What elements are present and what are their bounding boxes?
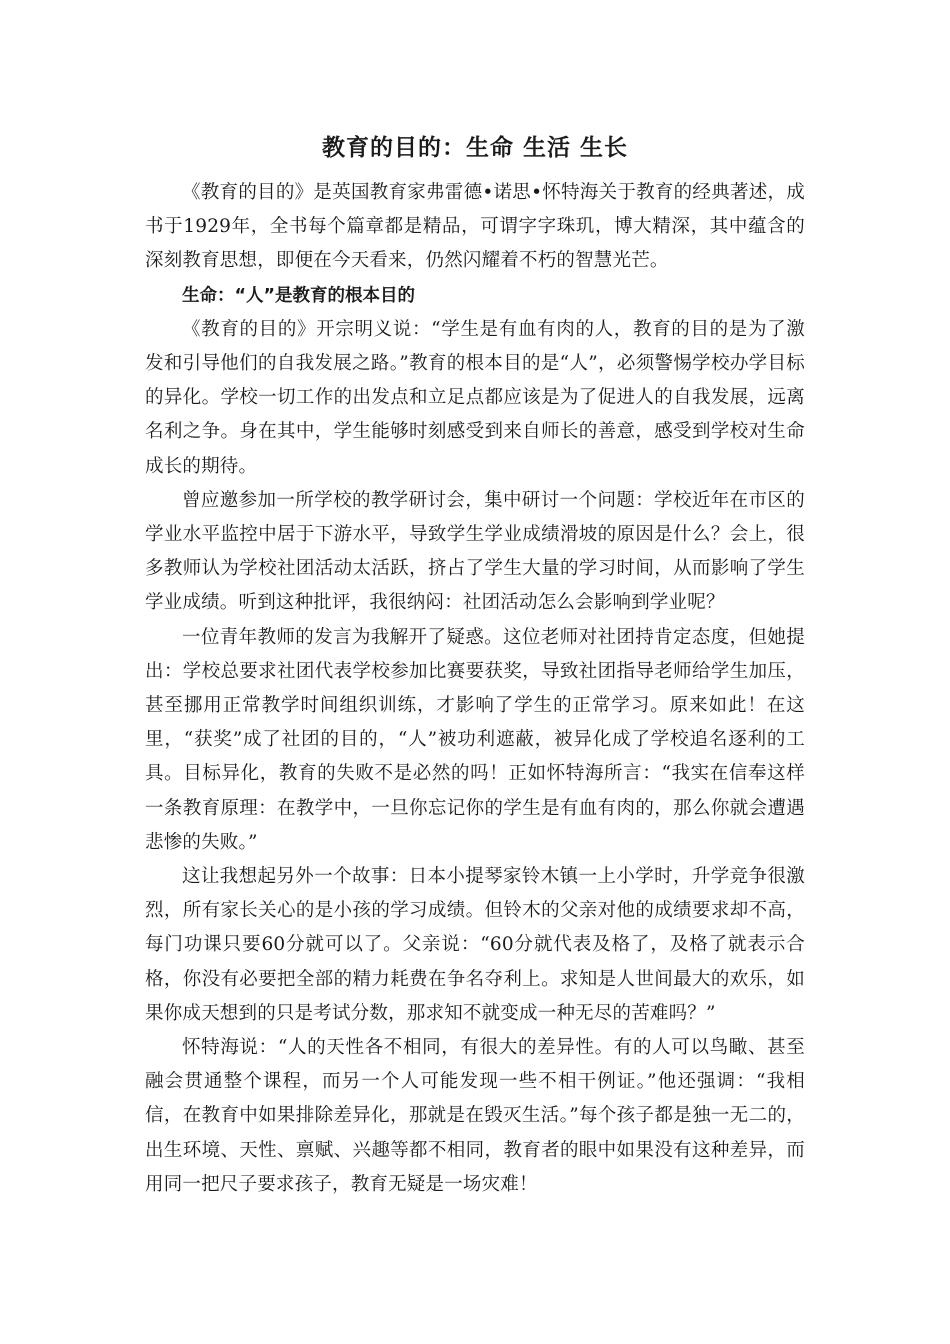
body-paragraph: 这让我想起另外一个故事：日本小提琴家铃木镇一上小学时，升学竞争很激烈，所有家长关心的是小孩的学习成绩。但铃木的父亲对他的成绩要求却不高，每门功课只要60分就可以了。父亲说：“60分就代表及格了，及格了就表示合格，你没有必要把全部的精力耗费在争名夺利上。求知是人世间最大的欢乐，如果你成天想到的只是考试分数，那求知不就变成一种无尽的苦难吗？” [145,866,805,1024]
intro-paragraph: 《教育的目的》是英国教育家弗雷德•诺思•怀特海关于教育的经典著述，成书于1929年，全书每个篇章都是精品，可谓字字珠玑，博大精深，其中蕴含的深刻教育思想，即便在今天看来，仍然闪耀着不朽的智慧光芒。 [145,182,805,272]
body-paragraph: 《教育的目的》开宗明义说：“学生是有血有肉的人，教育的目的是为了激发和引导他们的自我发展之路。”教育的根本目的是“人”，必须警惕学校办学目标的异化。学校一切工作的出发点和立足点都应该是为了促进人的自我发展，远离名利之争。身在其中，学生能够时刻感受到来自师长的善意，感受到学校对生命成长的期待。 [145,318,805,477]
body-paragraph: 怀特海说：“人的天性各不相同，有很大的差异性。有的人可以鸟瞰、甚至融会贯通整个课程，而另一个人可能发现一些不相干例证。”他还强调：“我相信，在教育中如果排除差异化，那就是在毁灭生活。”每个孩子都是独一无二的，出生环境、天性、禀赋、兴趣等都不相同，教育者的眼中如果没有这种差异，而用同一把尺子要求孩子，教育无疑是一场灾难！ [145,1037,805,1195]
document-page [145,130,805,1202]
section-heading: 生命：“人”是教育的根本目的 [182,285,416,306]
body-paragraph: 曾应邀参加一所学校的教学研讨会，集中研讨一个问题：学校近年在市区的学业水平监控中居于下游水平，导致学生学业成绩滑坡的原因是什么？会上，很多教师认为学校社团活动太活跃，挤占了学生大量的学习时间，从而影响了学生学业成绩。听到这种批评，我很纳闷：社团活动怎么会影响到学业呢？ [145,489,805,614]
document-title: 教育的目的：生命 生活 生长 [321,135,628,161]
body-paragraph: 一位青年教师的发言为我解开了疑惑。这位老师对社团持肯定态度，但她提出：学校总要求社团代表学校参加比赛要获奖，导致社团指导老师给学生加压，甚至挪用正常教学时间组织训练，才影响了学生的正常学习。原来如此！在这里，“获奖”成了社团的目的，“人”被功利遮蔽，被异化成了学校追名逐利的工具。目标异化，教育的失败不是必然的吗！正如怀特海所言：“我实在信奉这样一条教育原理：在教学中，一旦你忘记你的学生是有血有肉的，那么你就会遭遇悲惨的失败。” [145,626,805,853]
